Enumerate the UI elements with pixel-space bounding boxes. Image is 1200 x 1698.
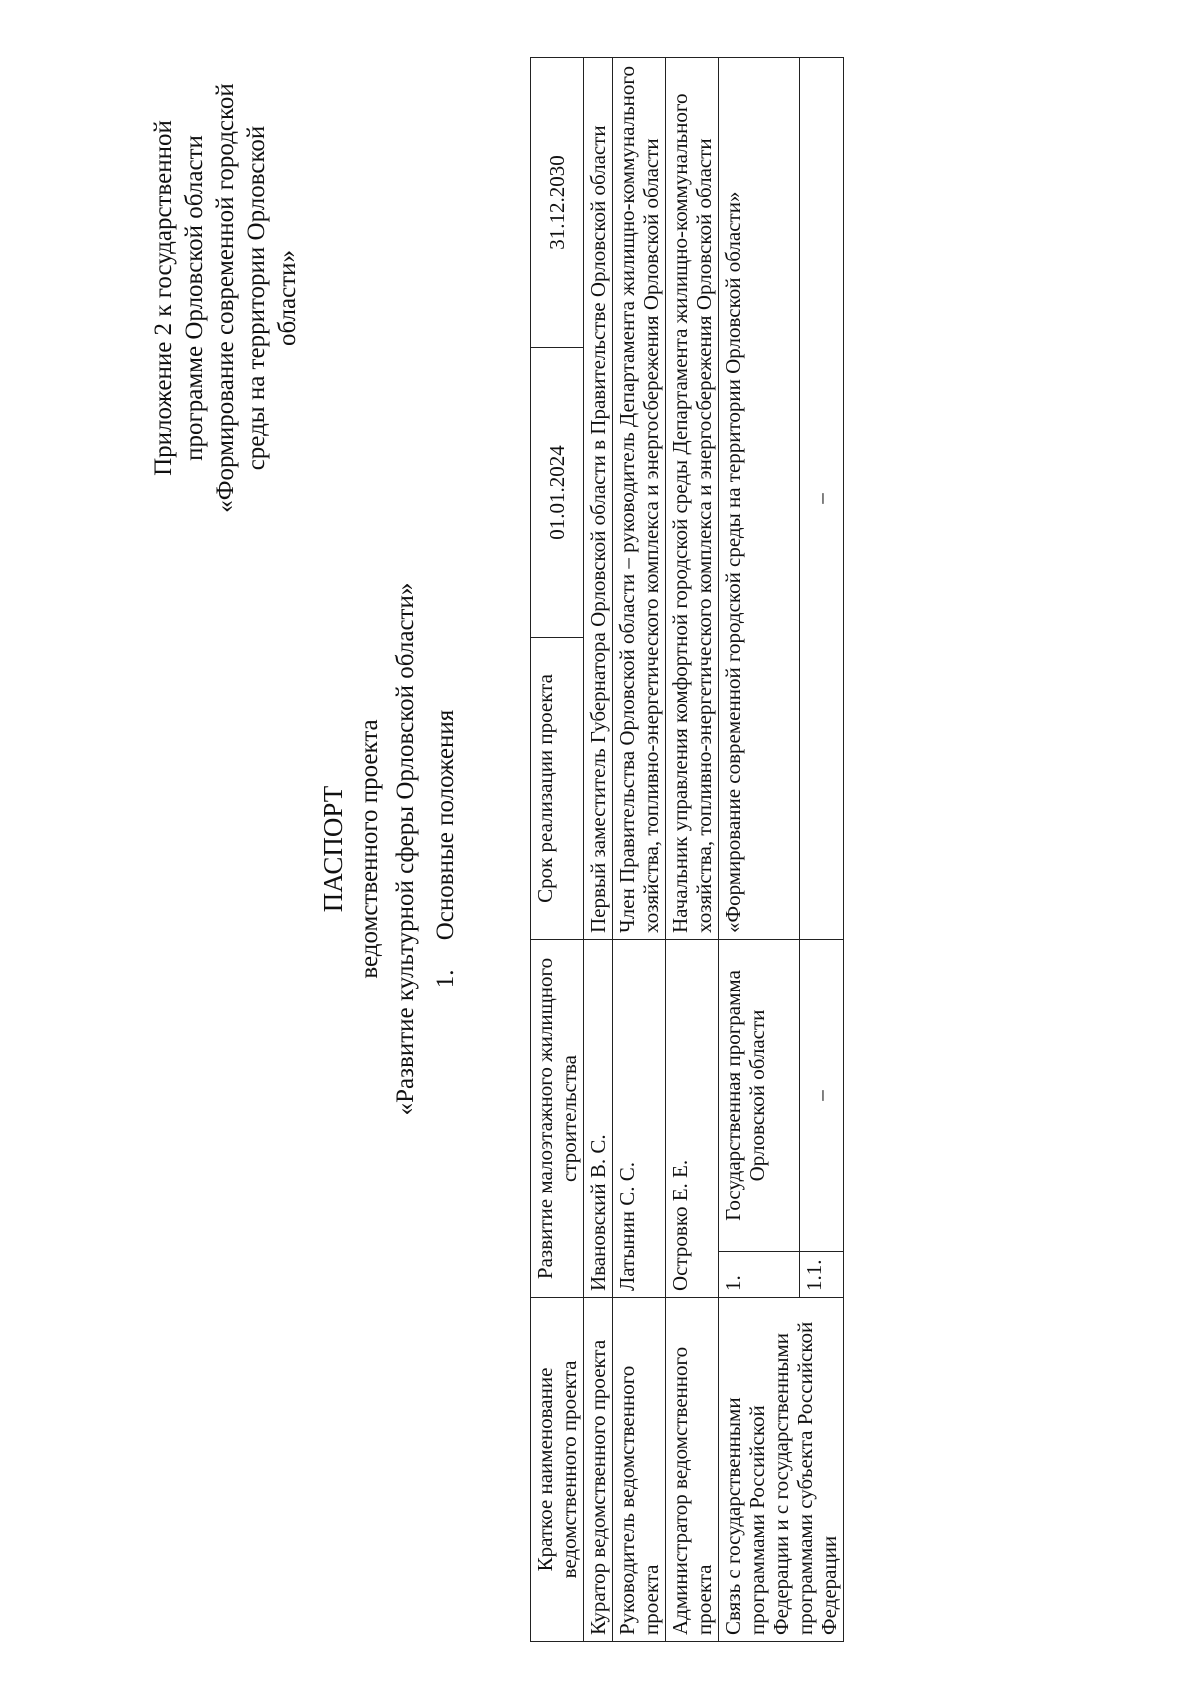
curator-position: Первый заместитель Губернатора Орловской области в Правительстве Орловской области	[584, 58, 613, 940]
appendix-note: Приложение 2 к государственной программе Орловской области «Формирование современной городской среды на территории Орловской области»	[150, 83, 301, 513]
term-label: Срок реализации проекта	[531, 638, 584, 940]
link-row1-num: 1.	[719, 1252, 800, 1298]
table-row-curator	[584, 58, 613, 1642]
short-name-label: Краткое наименование ведомственного проекта	[531, 1298, 584, 1642]
term-start: 01.01.2024	[531, 348, 584, 638]
passport-table	[530, 57, 844, 1642]
head-position: Член Правительства Орловской области – руководитель Департамента жилищно-коммунального хозяйства, топливно-энергетического комплекса и энергосбережения Орловской области	[613, 58, 666, 940]
link-row2-value: –	[799, 58, 843, 940]
admin-label: Администратор ведомственного проекта	[666, 1298, 719, 1642]
term-end: 31.12.2030	[531, 58, 584, 348]
admin-position: Начальник управления комфортной городской среды Департамента жилищно-коммунального хозяйства, топливно-энергетического комплекса и энергосбережения Орловской области	[666, 58, 719, 940]
link-row2-program: –	[799, 940, 843, 1252]
link-row1-value: «Формирование современной городской среды на территории Орловской области»	[719, 58, 800, 940]
table-row-admin	[666, 58, 719, 1642]
project-name: «Развитие культурной сферы Орловской области»	[392, 582, 419, 1116]
section-title: Основные положения	[432, 709, 459, 941]
head-name: Латынин С. С.	[613, 940, 666, 1298]
section-heading	[430, 0, 461, 1698]
document-subtitle: ведомственного проекта	[356, 719, 383, 979]
curator-label: Куратор ведомственного проекта	[584, 1298, 613, 1642]
table-row-short-name	[531, 58, 584, 1642]
link-label: Связь с государственными программами Российской Федерации и с государственными программами субъекта Российской Федерации	[719, 1298, 844, 1642]
document-title: ПАСПОРТ	[318, 785, 348, 913]
link-row1-program: Государственная программа Орловской области	[719, 940, 800, 1252]
admin-name: Островко Е. Е.	[666, 940, 719, 1298]
curator-name: Ивановский В. С.	[584, 940, 613, 1298]
short-name-value: Развитие малоэтажного жилищного строительства	[531, 940, 584, 1298]
table-row-link-1	[719, 58, 800, 1642]
link-row2-num: 1.1.	[799, 1252, 843, 1298]
table-row-head	[613, 58, 666, 1642]
section-number: 1.	[432, 969, 459, 989]
head-label: Руководитель ведомственного проекта	[613, 1298, 666, 1642]
